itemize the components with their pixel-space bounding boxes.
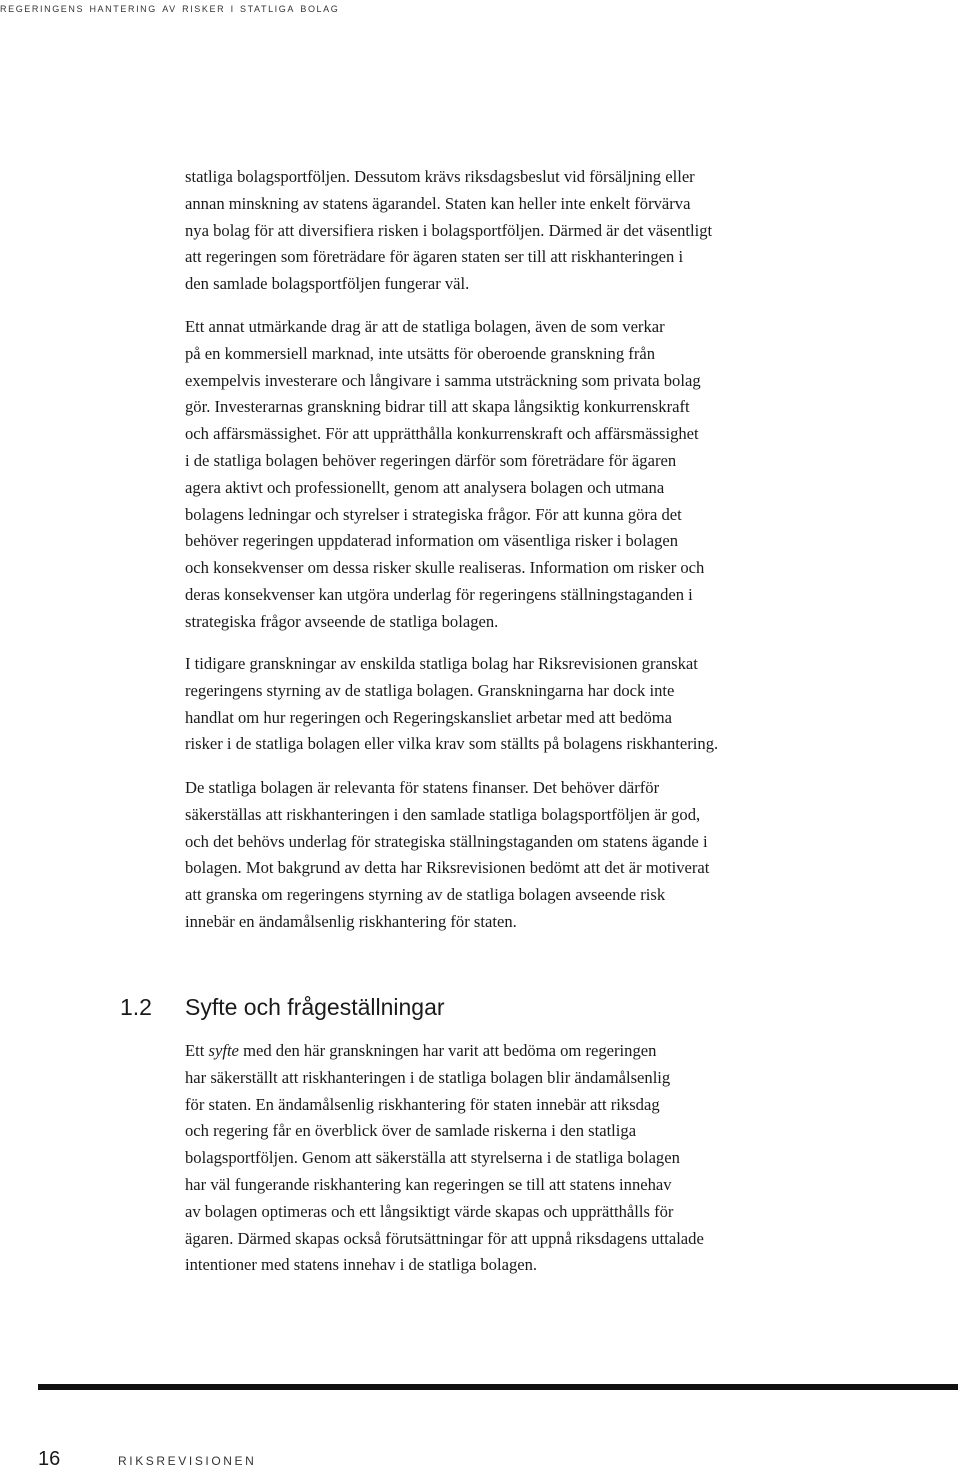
text-line: av bolagen optimeras och ett långsiktigt värde skapas och upprätthålls för (185, 1201, 674, 1221)
text-line: har väl fungerande riskhantering kan regeringen se till att statens innehav (185, 1174, 672, 1194)
text-line: exempelvis investerare och långivare i samma utsträckning som privata bolag (185, 370, 701, 390)
text-line: för staten. En ändamålsenlig riskhantering för staten innebär att riksdag (185, 1094, 660, 1114)
text-line: Ett annat utmärkande drag är att de statliga bolagen, även de som verkar (185, 317, 665, 336)
text-line: risker i de statliga bolagen eller vilka krav som ställts på bolagens riskhantering. (185, 734, 719, 754)
text-line: och regering får en överblick över de samlade riskerna i den statliga (185, 1121, 637, 1141)
text-fragment: Ett (185, 1041, 209, 1060)
text-line: I tidigare granskningar av enskilda statliga bolag har Riksrevisionen granskat (185, 654, 698, 673)
text-line (185, 1038, 795, 1065)
text-line: bolagen. Mot bakgrund av detta har Riksrevisionen bedömt att det är motiverat (185, 858, 710, 878)
text-line: statliga bolagsportföljen. Dessutom krävs riksdagsbeslut vid försäljning eller (185, 167, 695, 186)
publisher-name: RIKSREVISIONEN (118, 1454, 257, 1468)
running-head: regeringens hantering av risker i statliga bolag (0, 0, 340, 15)
text-line: att regeringen som företrädare för ägaren staten ser till att riskhanteringen i (185, 247, 684, 267)
text-line: att granska om regeringens styrning av de statliga bolagen avseende risk (185, 885, 666, 905)
page-number: 16 (38, 1448, 61, 1470)
text-line: innebär en ändamålsenlig riskhantering för staten. (185, 911, 517, 931)
text-line: strategiska frågor avseende de statliga bolagen. (185, 611, 499, 631)
paragraph-4 (185, 775, 845, 936)
text-line: agera aktivt och professionellt, genom att analysera bolagen och utmana (185, 477, 665, 497)
footer-rule (38, 1384, 958, 1390)
text-line: nya bolag för att diversifiera risken i bolagsportföljen. Därmed är det väsentligt (185, 220, 713, 240)
text-line: deras konsekvenser kan utgöra underlag för regeringens ställningstaganden i (185, 584, 693, 604)
text-line: ägaren. Därmed skapas också förutsättningar för att uppnå riksdagens uttalade (185, 1228, 704, 1248)
section-paragraph (185, 1038, 795, 1279)
text-line: handlat om hur regeringen och Regeringskansliet arbetar med att bedöma (185, 707, 673, 727)
text-line: på en kommersiell marknad, inte utsätts för oberoende granskning från (185, 343, 656, 363)
paragraph-1 (185, 164, 845, 298)
text-line: säkerställas att riskhanteringen i den samlade statliga bolagsportföljen är god, (185, 804, 701, 824)
text-line: och konsekvenser om dessa risker skulle realiseras. Information om risker och (185, 558, 705, 578)
text-line: annan minskning av statens ägarandel. Staten kan heller inte enkelt förvärva (185, 193, 691, 213)
text-fragment: med den här granskningen har varit att bedöma om regeringen (238, 1041, 657, 1060)
text-line: har säkerställt att riskhanteringen i de statliga bolagen blir ändamålsenlig (185, 1067, 671, 1087)
section-number: 1.2 (120, 994, 152, 1020)
emphasized-term: syfte (208, 1041, 239, 1060)
text-line: bolagsportföljen. Genom att säkerställa att styrelserna i de statliga bolagen (185, 1148, 680, 1168)
text-line: bolagens ledningar och styrelser i strategiska frågor. För att kunna göra det (185, 504, 682, 524)
paragraph-2 (185, 314, 845, 636)
section-title: Syfte och frågeställningar (185, 994, 445, 1020)
text-line: och affärsmässighet. För att upprätthålla konkurrenskraft och affärsmässighet (185, 424, 699, 444)
text-line: regeringens styrning av de statliga bolagen. Granskningarna har dock inte (185, 680, 675, 700)
text-line: och det behövs underlag för strategiska ställningstaganden om statens ägande i (185, 831, 708, 851)
text-line: gör. Investerarnas granskning bidrar till att skapa långsiktig konkurrenskraft (185, 397, 690, 417)
paragraph-3 (185, 651, 845, 758)
text-line: i de statliga bolagen behöver regeringen därför som företrädare för ägaren (185, 450, 677, 470)
text-line: den samlade bolagsportföljen fungerar väl. (185, 274, 470, 294)
text-line: behöver regeringen uppdaterad information om väsentliga risker i bolagen (185, 531, 679, 551)
text-line: intentioner med statens innehav i de statliga bolagen. (185, 1255, 538, 1275)
text-line: De statliga bolagen är relevanta för statens finanser. Det behöver därför (185, 778, 660, 797)
